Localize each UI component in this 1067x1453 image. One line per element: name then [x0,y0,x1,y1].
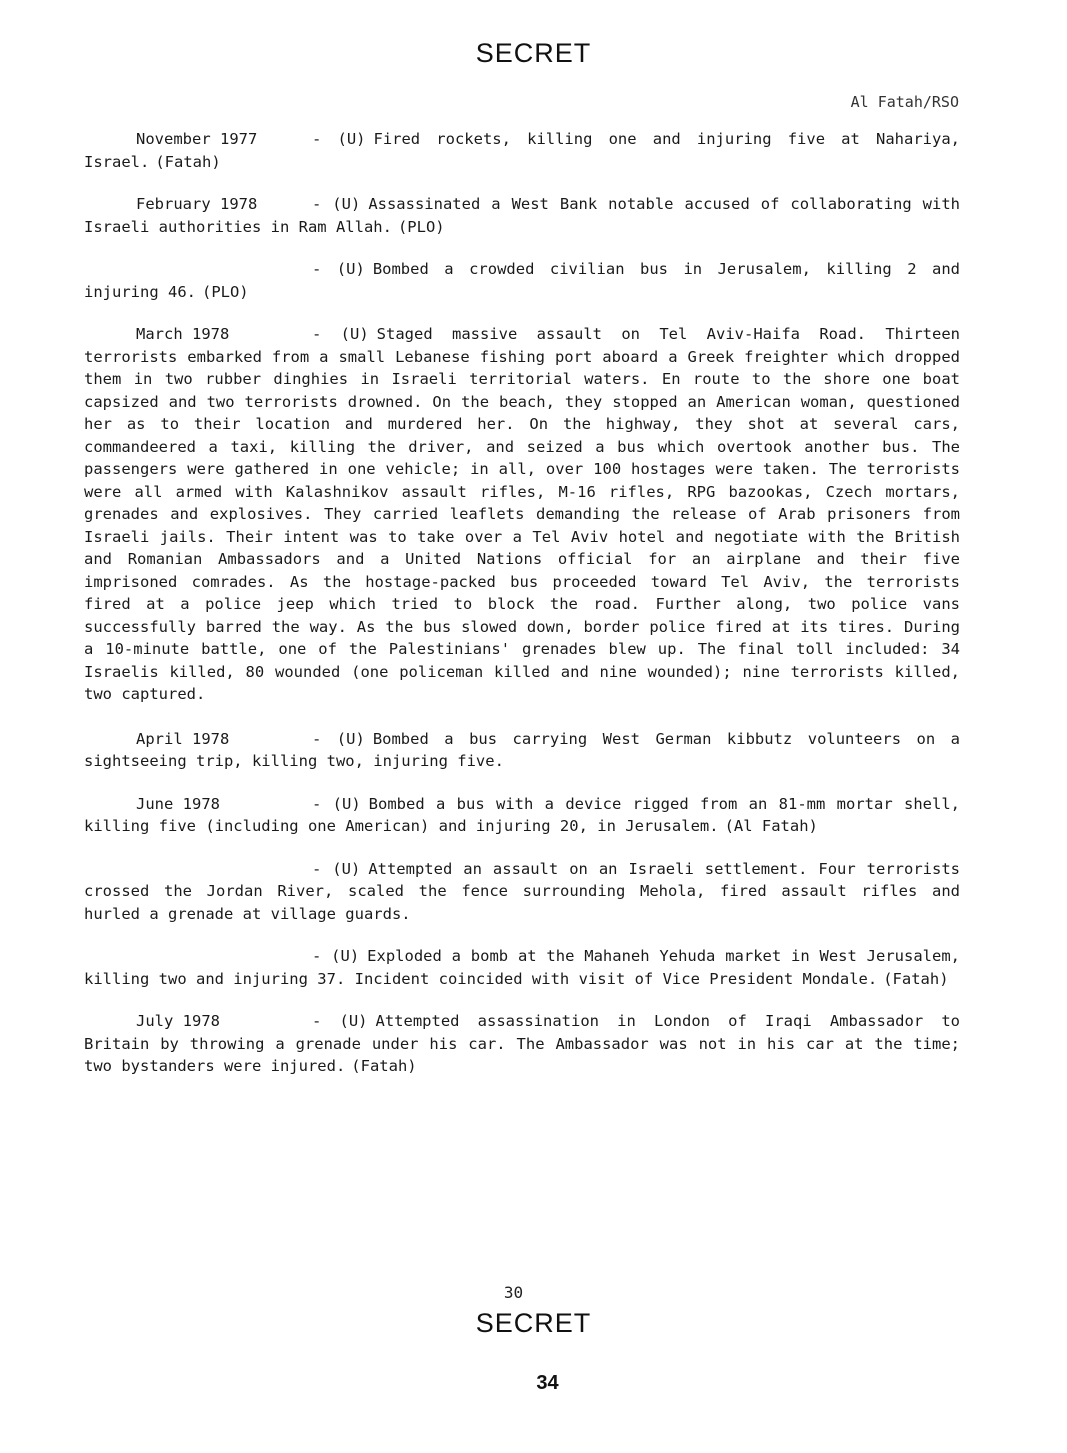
entry-date: February 1978 [136,195,258,213]
entry-text: Exploded a bomb at the Mahaneh Yehuda market in West Jerusalem, killing two and injuring 37. Incident coincided with visit of Vice President Mondale. [84,947,960,988]
entry-marking: - (U) [312,260,365,278]
entry-text: Attempted assassination in London of Iraqi Ambassador to Britain by throwing a grenade under his car. The Ambassador was not in his car at the time; two bystanders were injured. [84,1012,960,1075]
entry-text: Staged massive assault on Tel Aviv-Haifa Road. Thirteen terrorists embarked from a small Lebanese fishing port aboard a Greek freighter which dropped them in two rubber dinghies in Israeli territorial waters. En route to the shore one boat capsized and two terrorists drowned. On the beach, they stopped an American woman, questioned her as to their location and murdered her. On the highway, they shot at several cars, commandeered a taxi, killing the driver, and seized a bus which overtook another bus. The passengers were gathered in one vehicle; in all, over 100 hostages were taken. The terrorists were all armed with Kalashnikov assault rifles, M-16 rifles, RPG bazookas, Czech mortars, grenades and explosives. They carried leaflets demanding the release of Arab prisoners from Israeli jails. Their intent was to take over a Tel Aviv hotel and negotiate with the British and Romanian Ambassadors and a United Nations official for an airplane and their five imprisoned comrades. As the hostage-packed bus proceeded toward Tel Aviv, the terrorists fired at a police jeep which tried to block the road. Further along, two police vans successfully barred the way. As the bus slowed down, border police fired at its tires. During a 10-minute battle, one of the Palestinians' grenades blew up. The final toll included: 34 Israelis killed, 80 wounded (one policeman killed and nine wounded); nine terrorists killed, two captured. [84,325,960,703]
page-number: 30 [503,1283,524,1302]
entry-text: Bombed a crowded civilian bus in Jerusalem, killing 2 and injuring 46. [84,260,960,301]
chronology-entry [84,128,960,173]
entry-marking: - (U) [312,947,360,965]
entry-date: June 1978 [136,794,220,813]
chronology-entry [84,728,960,773]
entry-marking: - (U) [312,729,365,748]
entry-attribution: (Fatah) [155,152,221,171]
entry-text: Fired rockets, killing one and injuring five at Nahariya, Israel. [84,130,960,171]
chronology-entry [84,258,960,303]
classification-footer: SECRET [475,1308,592,1338]
entry-marking: - (U) [312,794,361,813]
entry-marking: - (U) [312,859,361,878]
entry-text: Attempted an assault on an Israeli settlement. Four terrorists crossed the Jordan River, scaled the fence surrounding Mehola, fired assault rifles and hurled a grenade at village guards. [84,859,960,923]
chronology-entry [84,193,960,238]
entry-date: March 1978 [136,325,230,343]
entry-attribution: (Fatah) [883,969,949,988]
entry-text: Bombed a bus carrying West German kibbutz volunteers on a sightseeing trip, killing two, injuring five. [84,729,960,770]
entry-attribution: (PLO) [201,282,249,301]
classification-header: SECRET [475,38,592,68]
entry-text: Bombed a bus with a device rigged from an 81-mm mortar shell, killing five (including one American) and injuring 20, in Jerusalem. [84,794,960,835]
entry-marking: - (U) [312,195,361,213]
entry-marking: - (U) [312,325,369,343]
entry-attribution: (Fatah) [351,1057,417,1075]
entry-date: April 1978 [136,729,230,748]
entry-text: Assassinated a West Bank notable accused of collaborating with Israeli authorities in Ram Allah. [84,195,960,236]
chronology-entry [84,858,960,926]
entry-attribution: (PLO) [397,217,445,236]
entry-marking: - (U) [312,1012,368,1030]
chronology-entry [84,1010,960,1078]
chronology-entry [84,945,960,990]
entry-attribution: (Al Fatah) [724,817,818,835]
chronology-entry [84,793,960,838]
entry-date: July 1978 [136,1012,220,1030]
document-reference: Al Fatah/RSO [850,93,959,111]
chronology-list [84,128,960,1098]
stamp-page-number: 34 [536,1372,559,1394]
entry-date: November 1977 [136,130,258,148]
chronology-entry [84,323,960,706]
entry-marking: - (U) [312,130,366,148]
